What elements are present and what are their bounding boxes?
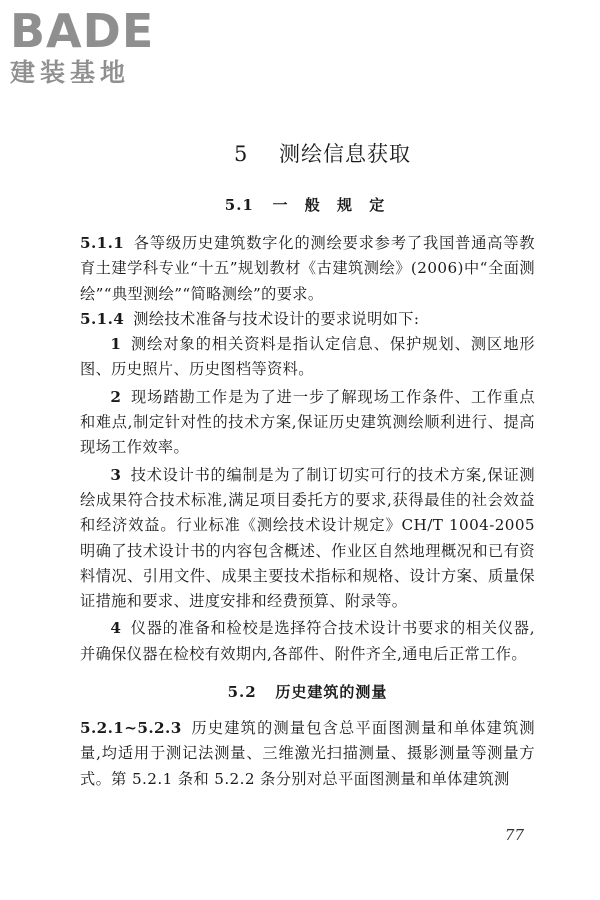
- bade-logo: [10, 4, 175, 92]
- list-item: [80, 332, 535, 383]
- logo-subtitle: 建装基地: [10, 58, 131, 87]
- item-number: 2: [110, 387, 122, 406]
- section-number: 5.2: [227, 683, 257, 702]
- item-number: 4: [110, 619, 122, 638]
- chapter-title-text: 测绘信息获取: [279, 142, 412, 166]
- section-title-text: 一 般 规 定: [272, 196, 391, 214]
- page-content: [80, 138, 535, 792]
- clause-text: 历史建筑的测量包含总平面图测量和单体建筑测量,均适用于测记法测量、三维激光扫描测量、摄影测量等测量方式。第 5.2.1 条和 5.2.2 条分别对总平面图测量和单体建筑测: [80, 719, 535, 788]
- clause-text: 测绘技术准备与技术设计的要求说明如下:: [133, 309, 420, 328]
- item-number: 3: [110, 465, 122, 484]
- item-text: 仪器的准备和检校是选择符合技术设计书要求的相关仪器,并确保仪器在检校有效期内,各部件、附件齐全,通电后正常工作。: [80, 619, 535, 663]
- clause-number: 5.2.1~5.2.3: [80, 719, 182, 738]
- page-number: 77: [504, 826, 524, 844]
- section-5-2-heading: [80, 681, 535, 702]
- list-item: [80, 463, 535, 615]
- section-number: 5.1: [224, 196, 254, 214]
- clause-text: 各等级历史建筑数字化的测绘要求参考了我国普通高等教育土建学科专业“十五”规划教材《古建筑测绘》(2006)中“全面测绘”“典型测绘”“简略测绘”的要求。: [80, 234, 535, 303]
- item-number: 1: [110, 335, 122, 354]
- clause-5-1-4: [80, 307, 535, 332]
- section-title-text: 历史建筑的测量: [275, 683, 388, 702]
- clause-number: 5.1.1: [80, 234, 125, 252]
- item-text: 现场踏勘工作是为了进一步了解现场工作条件、工作重点和难点,制定针对性的技术方案,保证历史建筑测绘顺利进行、提高现场工作效率。: [80, 387, 535, 457]
- chapter-title: [110, 138, 535, 168]
- logo-word: BADE: [10, 4, 155, 58]
- clause-5-2-1: [80, 716, 535, 792]
- item-text: 测绘对象的相关资料是指认定信息、保护规划、测区地形图、历史照片、历史图档等资料。: [80, 335, 535, 379]
- chapter-number: 5: [233, 142, 249, 166]
- section-5-1-heading: [80, 194, 535, 215]
- list-item: [80, 616, 535, 667]
- item-text: 技术设计书的编制是为了制订切实可行的技术方案,保证测绘成果符合技术标准,满足项目委托方的要求,获得最佳的社会效益和经济效益。行业标准《测绘技术设计规定》CH/T 1004-2005 明确了技术设计书的内容包含概述、作业区自然地理概况和已有资料情况、引用文件、成果主要技术指标和规格、设计方案、质量保证措施和要求、进度安排和经费预算、附录等。: [80, 465, 535, 611]
- clause-5-1-1: [80, 231, 535, 307]
- clause-number: 5.1.4: [80, 309, 125, 328]
- list-item: [80, 385, 535, 461]
